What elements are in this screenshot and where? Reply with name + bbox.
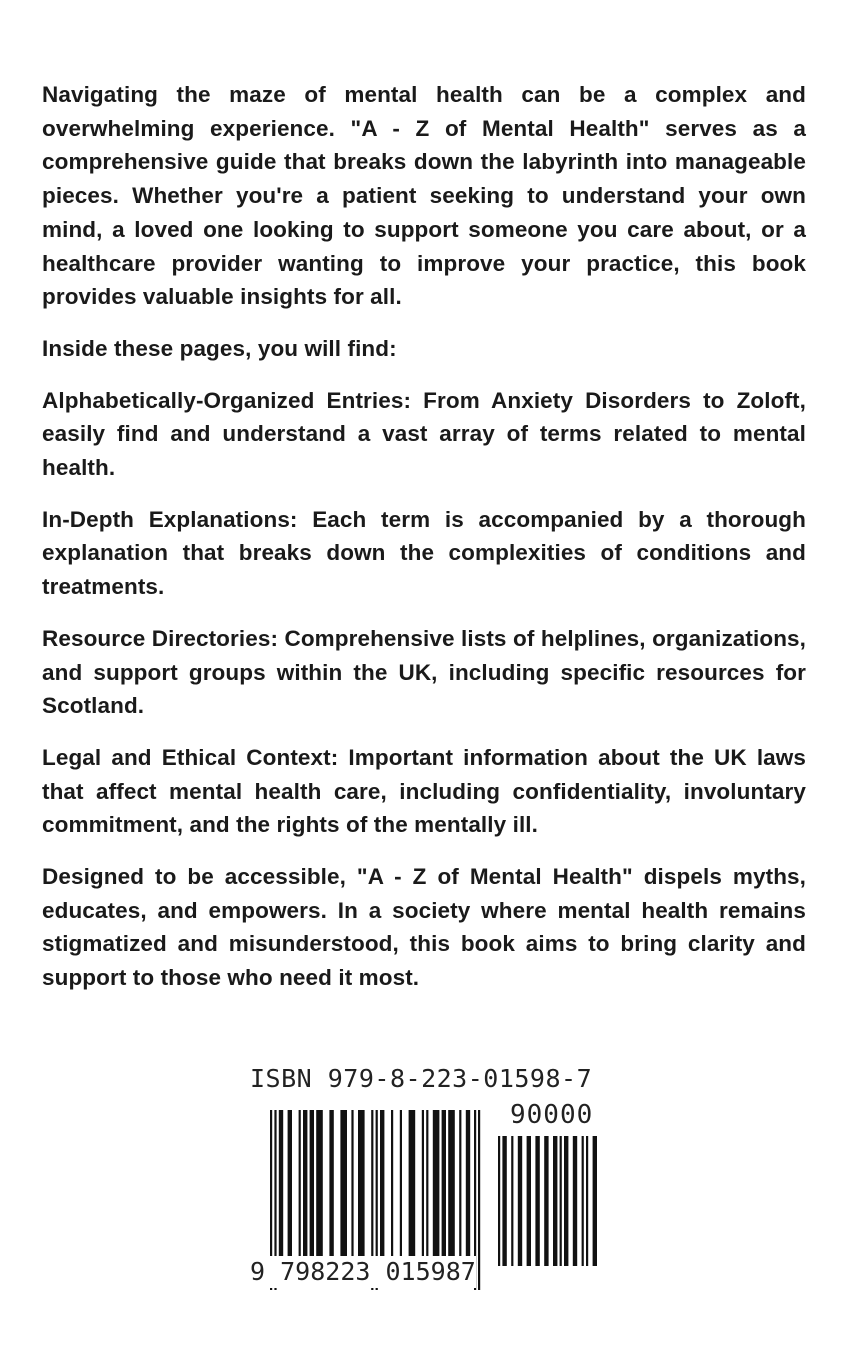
closing-paragraph: Designed to be accessible, "A - Z of Mental Health" dispels myths, educates, and empowers. In a society where mental health remains stigmatized and misunderstood, this book aims to bring clarity and support to those who need it most. [42,864,806,991]
barcode-bar [502,1136,506,1266]
barcode-bar [498,1136,500,1266]
barcode-bar [582,1136,584,1266]
barcode-bar [544,1136,548,1266]
barcode-bar [422,1110,424,1260]
inside-heading: Inside these pages, you will find: [42,335,397,361]
feature-entries: Alphabetically-Organized Entries: From Anxiety Disorders to Zoloft, easily find and understand a vast array of terms related to mental health. [42,387,806,481]
barcode-bar [288,1110,292,1260]
barcode-addon-digits: 90000 [510,1100,594,1130]
barcode-bar [310,1110,314,1260]
barcode-bar [391,1110,393,1260]
barcode-bar [400,1110,402,1260]
barcode-bar [511,1136,513,1266]
barcode-bar [586,1136,588,1266]
barcode-bar [329,1110,333,1260]
back-cover-description [42,78,806,1013]
barcode-bar [358,1110,365,1260]
barcode-bar [299,1110,301,1260]
barcode-bar [593,1136,597,1266]
barcode-bar [426,1110,428,1260]
barcode-bar [351,1110,353,1260]
barcode-bar [466,1110,470,1260]
feature-explanations: In-Depth Explanations: Each term is accompanied by a thorough explanation that breaks down the complexities of conditions and treatments. [42,506,806,600]
barcode-bar [564,1136,568,1266]
intro-paragraph: Navigating the maze of mental health can be a complex and overwhelming experience. "A - Z of Mental Health" serves as a comprehensive guide that breaks down the labyrinth into manageable pieces. Whether you're a patient seeking to understand your own mind, a loved one looking to support someone you care about, or a healthcare provider wanting to improve your practice, this book provides valuable insights for all. [42,82,806,310]
barcode-right-digits: 015987 [385,1257,476,1286]
isbn-barcode [250,1062,600,1292]
barcode-bar [527,1136,531,1266]
barcode-bar [279,1110,283,1260]
barcode-bar [573,1136,577,1266]
barcode-bar [303,1110,307,1260]
barcode-bar [459,1110,461,1260]
barcode-bar [518,1136,522,1266]
barcode-left-digits: 798223 [280,1257,371,1286]
barcode-bar [433,1110,440,1260]
feature-resources: Resource Directories: Comprehensive lists of helplines, organizations, and support groups within the UK, including specific resources for Scotland. [42,625,806,719]
barcode-first-digit: 9 [250,1257,266,1286]
barcode-bar [442,1110,446,1260]
barcode-digits [250,1256,476,1288]
barcode-bar [448,1110,455,1260]
isbn-label: ISBN 979-8-223-01598-7 [250,1064,593,1093]
barcode-bar [316,1110,323,1260]
feature-legal: Legal and Ethical Context: Important information about the UK laws that affect mental health care, including confidentiality, involuntary commitment, and the rights of the mentally ill. [42,744,806,838]
barcode-bar [409,1110,416,1260]
barcode-bar [560,1136,562,1266]
barcode-bar [478,1110,480,1290]
barcode-bar [553,1136,557,1266]
barcode-bar [340,1110,347,1260]
barcode-bar [535,1136,539,1266]
barcode-bar [380,1110,384,1260]
